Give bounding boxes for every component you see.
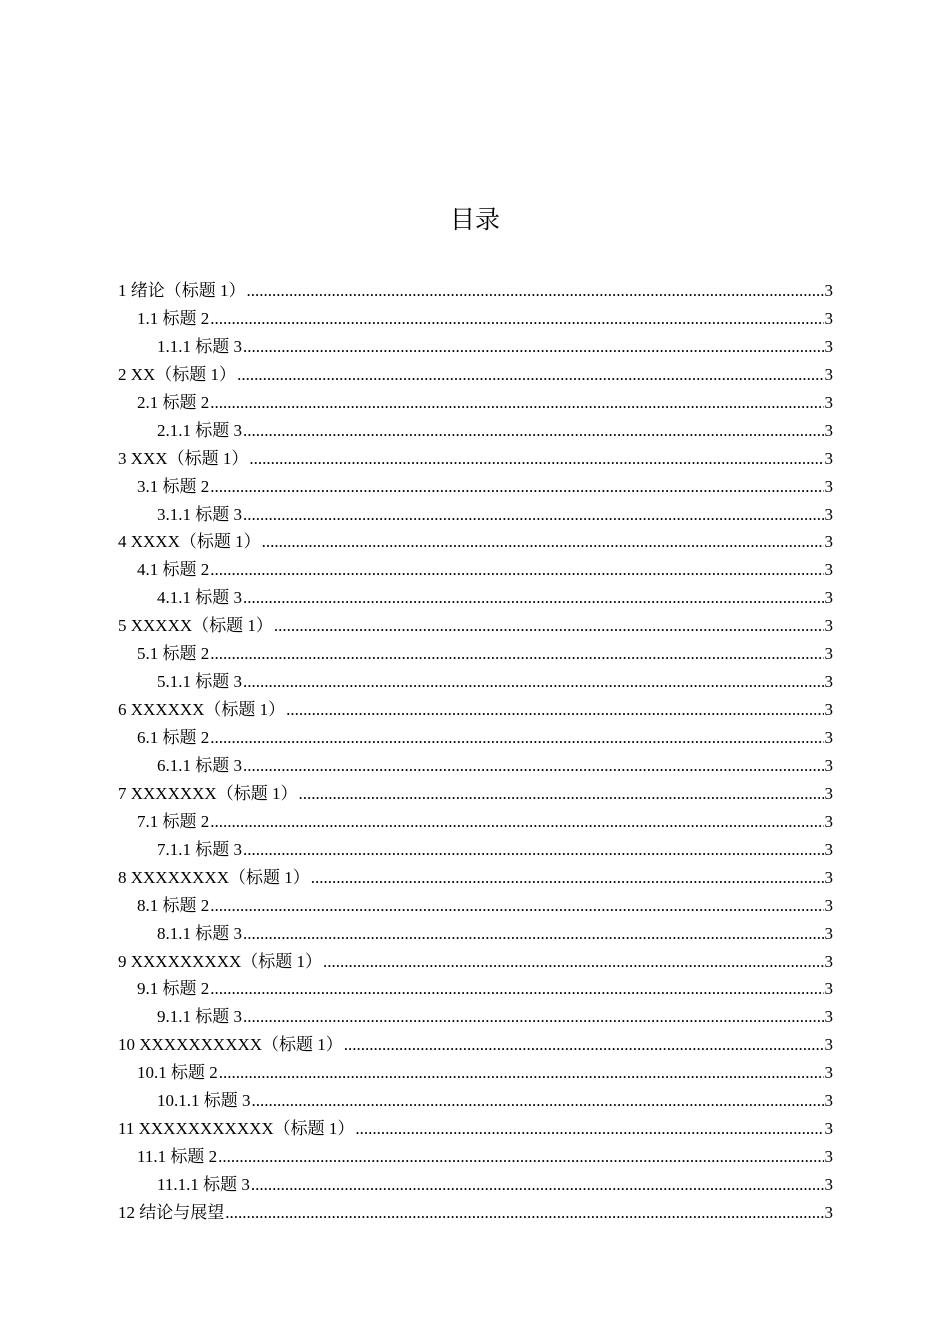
toc-entry-label[interactable]: 3.1 标题 2 [137, 476, 210, 496]
toc-entry[interactable] [118, 975, 833, 1003]
toc-entry[interactable] [118, 1199, 833, 1227]
toc-page-number[interactable]: 3 [824, 532, 833, 552]
toc-entry[interactable] [118, 1003, 833, 1031]
toc-entry-label[interactable]: 10.1.1 标题 3 [157, 1091, 251, 1111]
toc-entry[interactable] [118, 501, 833, 529]
table-of-contents [118, 277, 833, 1227]
toc-entry[interactable] [118, 836, 833, 864]
toc-entry[interactable] [118, 696, 833, 724]
toc-entry-label[interactable]: 4.1 标题 2 [137, 560, 210, 580]
toc-entry[interactable] [118, 668, 833, 696]
toc-page-number[interactable]: 3 [824, 1147, 833, 1167]
toc-page-number[interactable]: 3 [824, 588, 833, 608]
toc-dot-leader [249, 445, 823, 473]
toc-dot-leader [210, 556, 823, 584]
toc-dot-leader [210, 808, 823, 836]
toc-entry[interactable] [118, 389, 833, 417]
toc-entry[interactable] [118, 864, 833, 892]
toc-entry-label[interactable]: 4.1.1 标题 3 [157, 588, 242, 608]
toc-entry-label[interactable]: 1.1.1 标题 3 [157, 336, 242, 356]
toc-dot-leader [210, 305, 823, 333]
toc-page-number[interactable]: 3 [824, 281, 833, 300]
toc-entry-label[interactable]: 1 绪论（标题 1） [118, 281, 246, 300]
toc-entry[interactable] [118, 1115, 833, 1143]
toc-entry[interactable] [118, 528, 833, 556]
toc-page-number[interactable]: 3 [824, 1119, 833, 1139]
toc-dot-leader [243, 417, 824, 445]
toc-page-number[interactable]: 3 [824, 420, 833, 440]
toc-page-number[interactable]: 3 [824, 895, 833, 915]
toc-entry[interactable] [118, 333, 833, 361]
toc-page-number[interactable]: 3 [824, 336, 833, 356]
toc-dot-leader [323, 948, 824, 976]
toc-page-number[interactable]: 3 [824, 672, 833, 692]
toc-entry-label[interactable]: 2 XX（标题 1） [118, 364, 237, 384]
toc-page-number[interactable]: 3 [824, 839, 833, 859]
toc-entry[interactable] [118, 1087, 833, 1115]
toc-entry-label[interactable]: 11.1.1 标题 3 [157, 1175, 250, 1194]
toc-entry[interactable] [118, 752, 833, 780]
toc-entry[interactable] [118, 556, 833, 584]
toc-entry[interactable] [118, 780, 833, 808]
toc-dot-leader [243, 333, 824, 361]
toc-entry-label[interactable]: 8 XXXXXXXX（标题 1） [118, 867, 310, 887]
toc-entry-label[interactable]: 8.1 标题 2 [137, 895, 210, 915]
toc-page-number[interactable]: 3 [824, 979, 833, 999]
toc-page-number[interactable]: 3 [824, 1202, 833, 1222]
toc-page-number[interactable]: 3 [824, 364, 833, 384]
toc-page-number[interactable]: 3 [824, 1091, 833, 1111]
toc-dot-leader [251, 1171, 824, 1199]
toc-entry-label[interactable]: 1.1 标题 2 [137, 308, 210, 328]
toc-entry-label[interactable]: 7 XXXXXXX（标题 1） [118, 783, 298, 803]
toc-dot-leader [298, 780, 823, 808]
toc-page-number[interactable]: 3 [824, 644, 833, 664]
toc-entry-label[interactable]: 7.1.1 标题 3 [157, 839, 242, 859]
toc-dot-leader [243, 668, 824, 696]
toc-entry-label[interactable]: 2.1 标题 2 [137, 392, 210, 412]
toc-dot-leader [210, 975, 823, 1003]
toc-dot-leader [243, 752, 824, 780]
toc-dot-leader [225, 1199, 823, 1227]
toc-entry-label[interactable]: 4 XXXX（标题 1） [118, 532, 261, 552]
toc-dot-leader [247, 277, 824, 305]
toc-entry[interactable] [118, 920, 833, 948]
toc-dot-leader [210, 640, 823, 668]
toc-page-number[interactable]: 3 [824, 504, 833, 524]
toc-entry-label[interactable]: 7.1 标题 2 [137, 811, 210, 831]
toc-dot-leader [344, 1031, 824, 1059]
toc-entry[interactable] [118, 1059, 833, 1087]
toc-page-number[interactable]: 3 [824, 811, 833, 831]
toc-entry-label[interactable]: 8.1.1 标题 3 [157, 923, 242, 943]
toc-entry[interactable] [118, 640, 833, 668]
toc-entry-label[interactable]: 9 XXXXXXXXX（标题 1） [118, 951, 322, 971]
toc-page-number[interactable]: 3 [824, 951, 833, 971]
toc-entry-label[interactable]: 5 XXXXX（标题 1） [118, 616, 273, 636]
toc-entry[interactable] [118, 1143, 833, 1171]
toc-entry-label[interactable]: 10.1 标题 2 [137, 1063, 218, 1083]
toc-entry-label[interactable]: 9.1 标题 2 [137, 979, 210, 999]
toc-dot-leader [355, 1115, 823, 1143]
toc-entry-label[interactable]: 2.1.1 标题 3 [157, 420, 242, 440]
toc-page-number[interactable]: 3 [824, 1175, 833, 1194]
toc-dot-leader [218, 1143, 823, 1171]
page-title: 目录 [449, 205, 500, 234]
toc-entry[interactable] [118, 612, 833, 640]
toc-page-number[interactable]: 3 [824, 1035, 833, 1055]
toc-entry[interactable] [118, 473, 833, 501]
toc-page-number[interactable]: 3 [824, 867, 833, 887]
toc-entry[interactable] [118, 1031, 833, 1059]
toc-entry[interactable] [118, 948, 833, 976]
toc-entry-label[interactable]: 3.1.1 标题 3 [157, 504, 242, 524]
toc-entry-label[interactable]: 5.1.1 标题 3 [157, 672, 242, 692]
toc-entry[interactable] [118, 417, 833, 445]
toc-page-number[interactable]: 3 [824, 448, 833, 468]
toc-page-number[interactable]: 3 [824, 308, 833, 328]
toc-entry-label[interactable]: 6.1.1 标题 3 [157, 755, 242, 775]
toc-page-number[interactable]: 3 [824, 755, 833, 775]
toc-page-number[interactable]: 3 [824, 700, 833, 720]
toc-entry-label[interactable]: 6 XXXXXX（标题 1） [118, 700, 286, 720]
toc-dot-leader [286, 696, 823, 724]
toc-entry-label[interactable]: 5.1 标题 2 [137, 644, 210, 664]
toc-page-number[interactable]: 3 [824, 1007, 833, 1027]
toc-dot-leader [210, 724, 823, 752]
toc-page-number[interactable]: 3 [824, 783, 833, 803]
toc-page-number[interactable]: 3 [824, 616, 833, 636]
toc-dot-leader [237, 361, 823, 389]
toc-dot-leader [262, 528, 824, 556]
toc-dot-leader [243, 836, 824, 864]
toc-entry[interactable] [118, 1171, 833, 1199]
toc-dot-leader [243, 501, 824, 529]
toc-dot-leader [243, 1003, 824, 1031]
toc-dot-leader [210, 892, 823, 920]
toc-entry-label[interactable]: 3 XXX（标题 1） [118, 448, 249, 468]
toc-page-number[interactable]: 3 [824, 560, 833, 580]
toc-entry-label[interactable]: 6.1 标题 2 [137, 728, 210, 747]
toc-entry[interactable] [118, 445, 833, 473]
toc-page-number[interactable]: 3 [824, 476, 833, 496]
toc-dot-leader [274, 612, 824, 640]
toc-entry-label[interactable]: 11 XXXXXXXXXXX（标题 1） [118, 1119, 355, 1139]
toc-entry-label[interactable]: 12 结论与展望 [118, 1202, 225, 1222]
toc-entry[interactable] [118, 808, 833, 836]
toc-entry-label[interactable]: 10 XXXXXXXXXX（标题 1） [118, 1035, 343, 1055]
toc-entry[interactable] [118, 584, 833, 612]
toc-entry-label[interactable]: 9.1.1 标题 3 [157, 1007, 242, 1027]
toc-entry[interactable] [118, 305, 833, 333]
toc-dot-leader [243, 920, 824, 948]
toc-entry-label[interactable]: 11.1 标题 2 [137, 1147, 218, 1167]
toc-dot-leader [311, 864, 824, 892]
toc-dot-leader [243, 584, 824, 612]
toc-dot-leader [219, 1059, 824, 1087]
toc-page-number[interactable]: 3 [824, 728, 833, 747]
toc-entry[interactable] [118, 724, 833, 752]
toc-page-number[interactable]: 3 [824, 392, 833, 412]
toc-dot-leader [210, 473, 823, 501]
toc-dot-leader [252, 1087, 824, 1115]
toc-entry[interactable] [118, 277, 833, 305]
toc-page-number[interactable]: 3 [824, 923, 833, 943]
toc-entry[interactable] [118, 892, 833, 920]
toc-dot-leader [210, 389, 823, 417]
toc-page-number[interactable]: 3 [824, 1063, 833, 1083]
toc-entry[interactable] [118, 361, 833, 389]
